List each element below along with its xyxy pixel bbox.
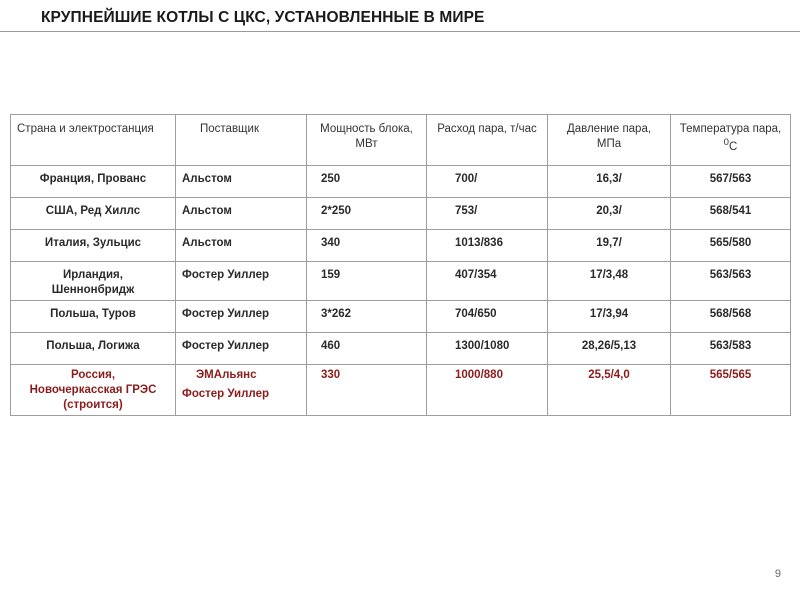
cell-country: Франция, Прованс [11, 166, 176, 198]
cell-power: 340 [307, 230, 427, 262]
cell-power: 2*250 [307, 198, 427, 230]
cell-power: 330 [307, 364, 427, 415]
cell-steam-flow: 700/ [427, 166, 548, 198]
cell-temperature: 563/583 [671, 332, 791, 364]
header-temp-label: Температура пара, [679, 123, 782, 135]
cell-temperature: 565/580 [671, 230, 791, 262]
slide-title: КРУПНЕЙШИЕ КОТЛЫ С ЦКС, УСТАНОВЛЕННЫЕ В МИРЕ [41, 9, 485, 26]
cell-supplier [176, 364, 307, 415]
cell-pressure: 28,26/5,13 [548, 332, 671, 364]
cell-steam-flow: 407/354 [427, 262, 548, 301]
cell-pressure: 25,5/4,0 [548, 364, 671, 415]
cell-power: 460 [307, 332, 427, 364]
header-power: Мощность блока, МВт [307, 115, 427, 166]
cell-country-line: Россия, [70, 368, 116, 381]
cell-country: США, Ред Хиллс [11, 198, 176, 230]
boilers-table [10, 114, 791, 416]
cell-steam-flow: 1000/880 [427, 364, 548, 415]
table-row [11, 198, 791, 230]
cell-steam-flow: 704/650 [427, 300, 548, 332]
cell-supplier: Альстом [176, 166, 307, 198]
cell-pressure: 19,7/ [548, 230, 671, 262]
cell-temperature: 568/568 [671, 300, 791, 332]
header-steam-pressure: Давление пара, МПа [548, 115, 671, 166]
header-country: Страна и электростанция [11, 115, 176, 166]
cell-pressure: 20,3/ [548, 198, 671, 230]
header-steam-temperature [671, 115, 791, 166]
table-row [11, 332, 791, 364]
cell-country: Италия, Зульцис [11, 230, 176, 262]
cell-pressure: 17/3,94 [548, 300, 671, 332]
cell-power: 3*262 [307, 300, 427, 332]
table-row [11, 262, 791, 301]
cell-temperature: 568/541 [671, 198, 791, 230]
cell-country-line: Новочеркасская ГРЭС [29, 383, 157, 396]
header-temp-degree: 0 [723, 136, 729, 148]
page-number: 9 [774, 568, 781, 580]
header-temp-unit: С [729, 140, 738, 153]
cell-supplier: Фостер Уиллер [176, 332, 307, 364]
cell-power: 250 [307, 166, 427, 198]
cell-country [11, 364, 176, 415]
cell-temperature: 565/565 [671, 364, 791, 415]
cell-supplier: Альстом [176, 198, 307, 230]
cell-steam-flow: 753/ [427, 198, 548, 230]
cell-steam-flow: 1300/1080 [427, 332, 548, 364]
cell-country: Польша, Туров [11, 300, 176, 332]
cell-power: 159 [307, 262, 427, 301]
table-row [11, 230, 791, 262]
header-supplier: Поставщик [176, 115, 307, 166]
cell-pressure: 17/3,48 [548, 262, 671, 301]
cell-supplier: Альстом [176, 230, 307, 262]
cell-supplier: Фостер Уиллер [176, 300, 307, 332]
cell-supplier: Фостер Уиллер [176, 262, 307, 301]
cell-country: Польша, Логижа [11, 332, 176, 364]
cell-country [11, 262, 176, 301]
title-divider [0, 31, 800, 32]
cell-temperature: 567/563 [671, 166, 791, 198]
cell-pressure: 16,3/ [548, 166, 671, 198]
cell-steam-flow: 1013/836 [427, 230, 548, 262]
cell-country-line: (строится) [63, 398, 123, 411]
cell-supplier-line: ЭМАльянс [196, 368, 257, 381]
cell-supplier-line: Фостер Уиллер [182, 387, 269, 400]
cell-country-line: Ирландия, [63, 269, 123, 281]
header-steam-flow: Расход пара, т/час [427, 115, 548, 166]
table-header-row [11, 115, 791, 166]
cell-temperature: 563/563 [671, 262, 791, 301]
table-row [11, 166, 791, 198]
cell-country-line: Шеннонбридж [51, 283, 135, 296]
table-row [11, 300, 791, 332]
table-row-highlighted [11, 364, 791, 415]
